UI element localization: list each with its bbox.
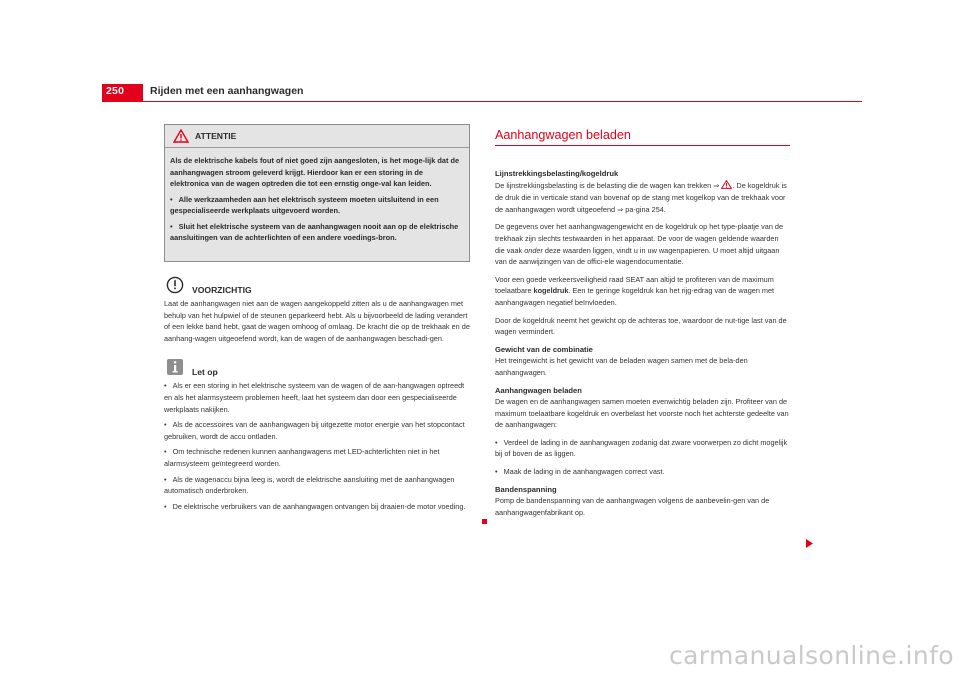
caution-icon: [166, 276, 184, 299]
body-paragraph: Voor een goede verkeersveiligheid raad SEAT aan altijd te profiteren van de maximum toelaatbare kogeldruk. Een te geringe kogeldruk kan het rijg-edrag van de wagen met aanhangwagen negatief beïnvloeden.: [495, 274, 775, 307]
warning-paragraph: Als de elektrische kabels fout of niet goed zijn aangesloten, is het moge-lijk dat de aanhangwagen stroom geleverd krijgt. Hierdoor kan er een storing in de elektronica van de wagen optreden die tot een ernstig onge-val kan leiden.: [170, 156, 460, 188]
warning-bullet: • Alle werkzaamheden aan het elektrisch systeem moeten uitsluitend in een gespecialiseerde werkplaats uitgevoerd worden.: [170, 194, 463, 217]
section-title: Aanhangwagen beladen: [495, 128, 631, 142]
warning-triangle-icon: [173, 129, 189, 148]
caution-body: [164, 298, 470, 344]
watermark: carmanualsonline.info: [668, 641, 954, 670]
subheading: Gewicht van de combinatie: [495, 344, 593, 354]
subheading: Aanhangwagen beladen: [495, 385, 582, 395]
running-title: Rijden met een aanhangwagen: [150, 85, 304, 97]
warning-body: [170, 155, 463, 248]
warning-divider: [165, 147, 469, 148]
left-column: [164, 124, 470, 516]
body-paragraph: De gegevens over het aanhangwagengewicht en de kogeldruk op het type-plaatje van de trekhaak zijn slechts testwaarden in het apparaat. De voor de wagen geldende waarden die vaak onder deze waarden liggen, vindt u in uw wagenpapieren. U moet altijd uitgaan van de aanwijzingen van de offici-ele wagendocumentatie.: [495, 222, 784, 267]
note-bullet: • Als er een storing in het elektrische systeem van de wagen of de aan-hangwagen optreedt en als het alarmsysteem problemen heeft, laat het systeem dan door een gespecialiseerde werkplaats nakijken.: [164, 380, 470, 415]
body-paragraph: Het treingewicht is het gewicht van de beladen wagen samen met de bela-den aanhangwagen.: [495, 356, 748, 377]
page-number: 250: [106, 85, 125, 97]
section-end-marker: [482, 519, 487, 524]
body-paragraph: De lijnstrekkingsbelasting is de belasting die de wagen kan trekken ⇒ . De kogeldruk is de druk die in verticale stand van bovenaf op de stang met kogelkop van de trekhaak voor de aanhangwagen wordt uitgeoefend ⇒ pa-gina 254.: [495, 180, 787, 214]
right-column: [495, 128, 790, 518]
caution-header: [164, 276, 470, 298]
continue-arrow-icon[interactable]: [806, 535, 813, 553]
warning-bullet: • Sluit het elektrische systeem van de aanhangwagen nooit aan op de elektrische aansluitingen van de achterlichten of een andere voedings-bron.: [170, 221, 463, 244]
caution-text: Laat de aanhangwagen niet aan de wagen aangekoppeld zitten als u de aanhangwagen met behulp van het hulpwiel of de steunen geparkeerd hebt. Als u bijvoorbeeld de lading verandert of een lekke band hebt, gaat de wagen omhoog of omlaag. De kracht die op de trekhaak en de aanhang-wagen uitgeoefend wordt, kan de wagen of de aanhangwagen beschadi-gen.: [164, 299, 470, 343]
info-note-icon: [166, 358, 184, 381]
body-paragraph: Door de kogeldruk neemt het gewicht op de achteras toe, waardoor de nut-tige last van de wagen vermindert.: [495, 315, 787, 337]
note-header: [164, 358, 470, 380]
warning-title: ATTENTIE: [195, 131, 237, 141]
bullet-item: • Verdeel de lading in de aanhangwagen zodanig dat zware voorwerpen zo dicht mogelijk bij of boven de as liggen.: [495, 437, 790, 460]
subheading: Bandenspanning: [495, 484, 557, 494]
note-bullet: • Als de wagenaccu bijna leeg is, wordt de elektrische aansluiting met de aanhangwagen automatisch onderbroken.: [164, 474, 470, 497]
note-body: [164, 380, 470, 512]
note-bullet: • De elektrische verbruikers van de aanhangwagen ontvangen bij draaien-de motor voeding.: [164, 501, 470, 513]
body-paragraph: Pomp de bandenspanning van de aanhangwagen volgens de aanbevelin-gen van de aanhangwagenfabrikant op.: [495, 496, 770, 517]
warning-header: [165, 125, 469, 147]
header-rule: [102, 101, 862, 102]
warning-box: [164, 124, 470, 262]
caution-title: VOORZICHTIG: [192, 285, 252, 295]
subheading: Lijnstrekkingsbelasting/kogeldruk: [495, 169, 619, 178]
bullet-item: • Maak de lading in de aanhangwagen correct vast.: [495, 466, 790, 478]
body-paragraph: De wagen en de aanhangwagen samen moeten evenwichtig beladen zijn. Profiteer van de maximum toelaatbare kogeldruk en overbelast het voorste noch het achterste gedeelte van de aanhangwagen:: [495, 397, 789, 430]
note-bullet: • Als de accessoires van de aanhangwagen bij uitgezette motor energie van het stopcontact gebruiken, wordt de accu ontladen.: [164, 419, 470, 442]
warning-reference-icon[interactable]: [721, 180, 732, 193]
note-title: Let op: [192, 367, 218, 378]
note-bullet: • Om technische redenen kunnen aanhangwagens met LED-achterlichten niet in het alarmsysteem geïntegreerd worden.: [164, 446, 470, 469]
